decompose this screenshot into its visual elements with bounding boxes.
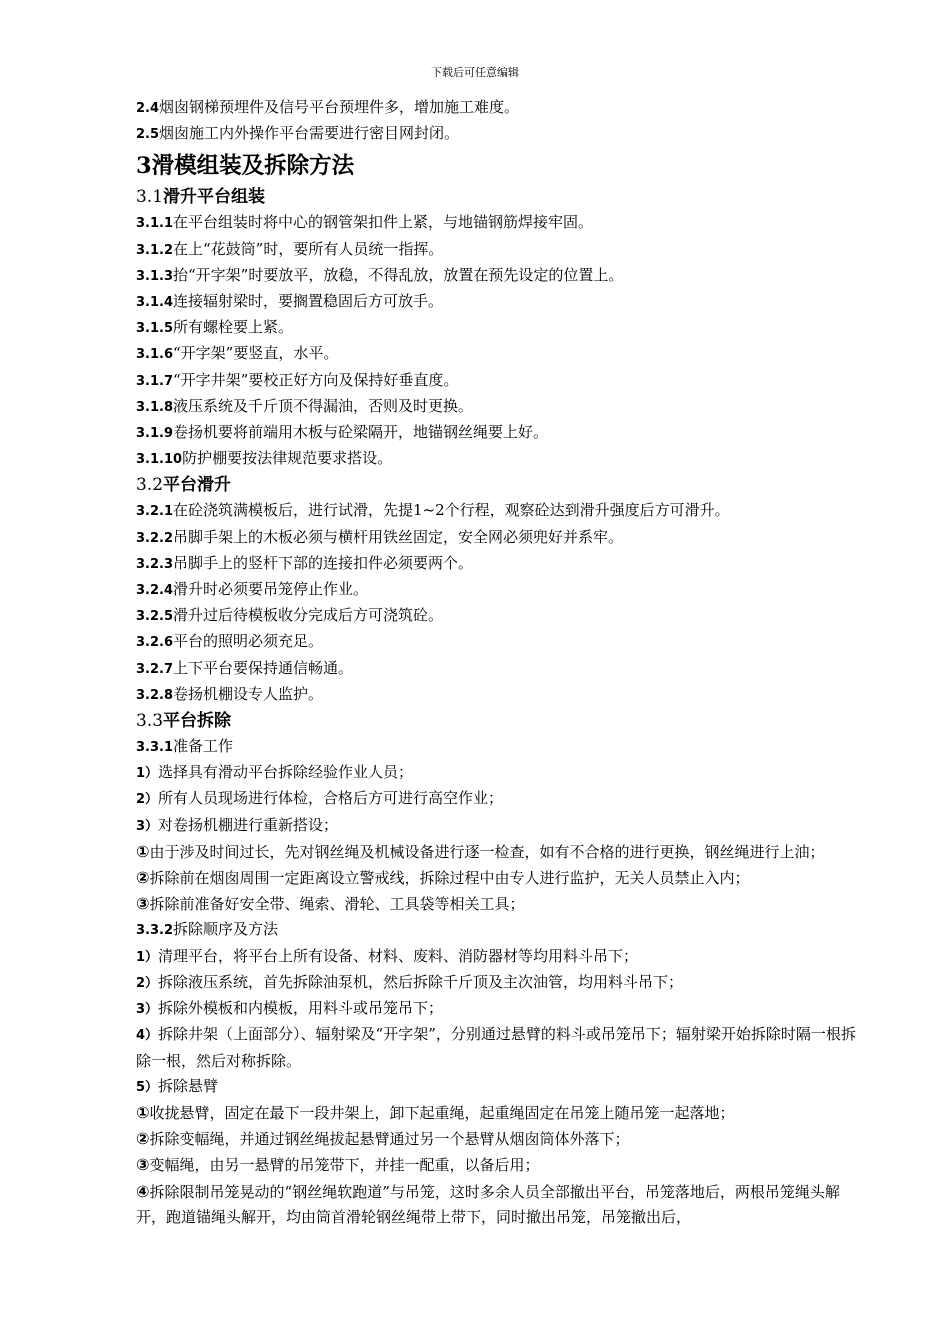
item-number: 1）	[136, 949, 159, 965]
item-text: 拆除顺序及方法	[173, 920, 279, 939]
item-number: 3.1.2	[136, 242, 174, 258]
subsection-number: 3.1	[136, 187, 164, 208]
paragraph	[136, 394, 862, 420]
item-text: 拆除外模板和内模板，用料斗或吊笼吊下；	[158, 999, 444, 1018]
item-number: ①	[136, 1102, 150, 1122]
item-text: 滑升时必须要吊笼停止作业。	[173, 580, 369, 599]
item-text: 准备工作	[173, 737, 234, 756]
paragraph	[136, 786, 862, 812]
item-text: 抬“开字架”时要放平，放稳，不得乱放，放置在预先设定的位置上。	[173, 265, 624, 284]
item-number: 3）	[136, 818, 159, 834]
paragraph	[136, 944, 862, 970]
item-number: 3.2.1	[136, 504, 174, 520]
paragraph	[136, 121, 862, 147]
paragraph	[136, 996, 862, 1022]
list-item	[136, 891, 862, 917]
paragraph	[136, 315, 862, 341]
subsection-heading	[136, 184, 862, 210]
subsection-number: 3.2	[136, 475, 164, 496]
item-text: 上下平台要保持通信畅通。	[173, 658, 354, 677]
item-text: 清理平台，将平台上所有设备、材料、废料、消防器材等均用料斗吊下；	[158, 946, 639, 965]
item-text: 拆除液压系统，首先拆除油泵机，然后拆除千斤顶及主次油管，均用料斗吊下；	[158, 972, 684, 991]
item-number: 1）	[136, 766, 159, 782]
list-item	[136, 839, 862, 865]
item-text: 拆除悬臂	[158, 1076, 219, 1095]
item-text: 连接辐射梁时，要搁置稳固后方可放手。	[173, 292, 444, 311]
item-number: 3.1.4	[136, 295, 174, 311]
subsection-title: 平台拆除	[163, 711, 232, 732]
page-header: 下载后可任意编辑	[431, 66, 519, 79]
item-number: 3.1.8	[136, 399, 174, 415]
item-number: 3.2.8	[136, 687, 174, 703]
item-text: 卷扬机要将前端用木板与砼梁隔开，地锚钢丝绳要上好。	[173, 423, 549, 442]
subsection-title: 平台滑升	[163, 475, 232, 496]
item-number: 3.2.2	[136, 530, 174, 546]
paragraph	[136, 917, 862, 943]
paragraph	[136, 289, 862, 315]
item-text: 拆除前在烟囱周围一定距离设立警戒线，拆除过程中由专人进行监护，无关人员禁止入内；	[149, 869, 750, 888]
paragraph	[136, 813, 862, 839]
item-number: 3.3.1	[136, 740, 174, 756]
document-body	[136, 95, 862, 1230]
item-text: 对卷扬机棚进行重新搭设；	[158, 815, 339, 834]
item-number: ②	[136, 868, 150, 888]
section-heading: 3滑模组装及拆除方法	[136, 153, 355, 180]
item-text: 滑升过后待模板收分完成后方可浇筑砼。	[173, 606, 444, 625]
paragraph	[136, 210, 862, 236]
item-number: 2）	[136, 975, 159, 991]
paragraph	[136, 1074, 862, 1100]
paragraph	[136, 656, 862, 682]
paragraph	[136, 237, 862, 263]
list-item	[136, 1126, 862, 1152]
item-text: 选择具有滑动平台拆除经验作业人员；	[158, 763, 414, 782]
item-number: 3.1.7	[136, 373, 174, 389]
item-text: 在上“花鼓筒”时，要所有人员统一指挥。	[173, 239, 444, 258]
item-text: 拆除井架（上面部分）、辐射梁及“开字架”，分别通过悬臂的料斗或吊笼吊下；辐射梁开始拆除时隔一根拆除一根，然后对称拆除。	[136, 1025, 856, 1070]
item-number: 3.2.6	[136, 635, 174, 651]
item-text: 所有螺栓要上紧。	[173, 318, 294, 337]
item-number: 4）	[136, 1028, 159, 1044]
paragraph	[136, 760, 862, 786]
item-number: 2.4	[136, 101, 160, 116]
paragraph	[136, 263, 862, 289]
item-text: 拆除变幅绳，并通过钢丝绳拔起悬臂通过另一个悬臂从烟囱筒体外落下；	[149, 1130, 630, 1149]
item-number: 3.2.4	[136, 583, 174, 599]
paragraph	[136, 95, 862, 121]
paragraph	[136, 525, 862, 551]
item-text: 由于涉及时间过长，先对钢丝绳及机械设备进行逐一检查，如有不合格的进行更换，钢丝绳进行上油；	[149, 842, 825, 861]
item-number: 3.3.2	[136, 923, 174, 939]
item-text: 液压系统及千斤顶不得漏油，否则及时更换。	[173, 396, 474, 415]
item-number: ②	[136, 1129, 150, 1149]
item-number: ③	[136, 1155, 150, 1175]
list-item	[136, 1152, 862, 1178]
paragraph	[136, 734, 862, 760]
item-number: 3）	[136, 1002, 159, 1018]
paragraph	[136, 341, 862, 367]
item-text: 吊脚手架上的木板必须与横杆用铁丝固定，安全网必须兜好并系牢。	[173, 527, 624, 546]
item-number: 3.1.10	[136, 452, 183, 468]
paragraph	[136, 970, 862, 996]
paragraph	[136, 368, 862, 394]
item-text: 在砼浇筑满模板后，进行试滑，先提1~2个行程，观察砼达到滑升强度后方可滑升。	[173, 501, 730, 520]
item-number: ④	[136, 1181, 150, 1201]
item-number: 3.1.1	[136, 216, 174, 232]
item-number: ③	[136, 894, 150, 914]
item-text: 拆除前准备好安全带、绳索、滑轮、工具袋等相关工具；	[149, 895, 525, 914]
subsection-heading	[136, 708, 862, 734]
paragraph	[136, 1022, 862, 1073]
item-number: 3.1.5	[136, 321, 174, 337]
item-number: 5）	[136, 1079, 159, 1095]
item-text: 拆除限制吊笼晃动的“钢丝绳软跑道”与吊笼，这时多余人员全部撤出平台，吊笼落地后，两根吊笼绳头解开，跑道锚绳头解开，均由筒首滑轮钢丝绳带上带下，同时撤出吊笼，吊笼撤出后，	[136, 1182, 840, 1226]
item-text: 所有人员现场进行体检，合格后方可进行高空作业；	[158, 789, 504, 808]
list-item	[136, 1100, 862, 1126]
item-number: 3.1.6	[136, 347, 174, 363]
item-number: 3.1.3	[136, 268, 174, 284]
item-text: 烟囱钢梯预埋件及信号平台预埋件多，增加施工难度。	[159, 98, 520, 116]
list-item	[136, 1179, 862, 1230]
item-number: 3.1.9	[136, 426, 174, 442]
item-text: 收拢悬臂，固定在最下一段井架上，卸下起重绳，起重绳固定在吊笼上随吊笼一起落地；	[149, 1103, 735, 1122]
subsection-heading	[136, 472, 862, 498]
paragraph	[136, 551, 862, 577]
item-number: 2）	[136, 792, 159, 808]
item-text: 在平台组装时将中心的钢管架扣件上紧，与地锚钢筋焊接牢固。	[173, 213, 594, 232]
paragraph	[136, 682, 862, 708]
list-item	[136, 865, 862, 891]
subsection-title: 滑升平台组装	[163, 187, 266, 208]
item-text: 卷扬机棚设专人监护。	[173, 684, 324, 703]
subsection-number: 3.3	[136, 711, 164, 732]
item-number: 3.2.7	[136, 661, 174, 677]
item-text: 平台的照明必须充足。	[173, 632, 324, 651]
paragraph	[136, 629, 862, 655]
paragraph	[136, 446, 862, 472]
item-number: 3.2.3	[136, 556, 174, 572]
paragraph	[136, 420, 862, 446]
paragraph	[136, 603, 862, 629]
paragraph	[136, 498, 862, 524]
item-text: 防护棚要按法律规范要求搭设。	[182, 449, 393, 468]
item-text: 烟囱施工内外操作平台需要进行密目网封闭。	[159, 124, 460, 143]
item-number: ①	[136, 841, 150, 861]
item-text: “开字架”要竖直，水平。	[173, 344, 339, 363]
item-number: 3.2.5	[136, 609, 174, 625]
item-text: “开字井架”要校正好方向及保持好垂直度。	[173, 370, 459, 389]
paragraph	[136, 577, 862, 603]
item-number: 2.5	[136, 127, 160, 143]
item-text: 吊脚手上的竖杆下部的连接扣件必须要两个。	[173, 553, 474, 572]
item-text: 变幅绳，由另一悬臂的吊笼带下，并挂一配重，以备后用；	[149, 1156, 540, 1175]
